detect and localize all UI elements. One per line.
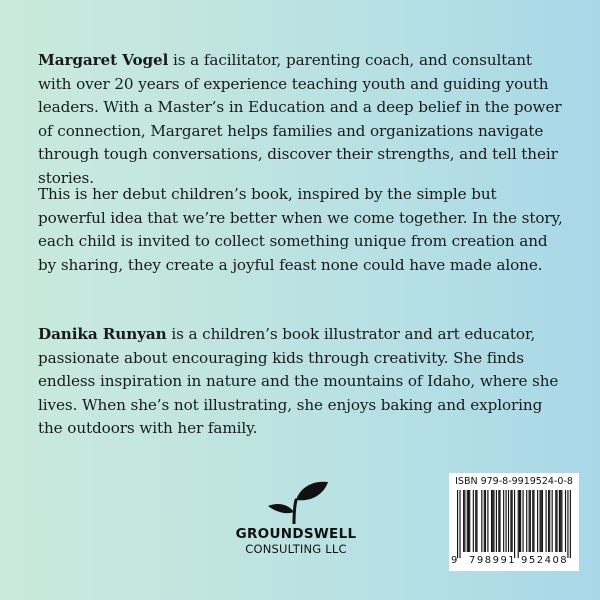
barcode-bar	[485, 490, 486, 552]
barcode-bar	[499, 490, 500, 552]
barcode-bar	[506, 490, 507, 552]
barcode-bar	[473, 490, 474, 552]
barcode-bar	[570, 490, 571, 558]
book-description: This is her debut children’s book, inspired by the simple but powerful idea that we’re better when we come together. In the story, each child is invited to collect something unique from creation and by sharing, they create a joyful feast none could have made alone.	[38, 185, 563, 274]
author-name: Margaret Vogel	[38, 51, 169, 69]
barcode-bar	[496, 490, 497, 552]
barcode-bar	[532, 490, 533, 552]
barcode-bar	[549, 490, 550, 552]
publisher-logo	[228, 478, 364, 568]
barcode-bar	[518, 490, 519, 558]
barcode-bar	[522, 490, 523, 552]
publisher-name: GROUNDSWELL	[235, 526, 357, 542]
isbn-label: ISBN 979-8-9919524-0-8	[455, 476, 573, 487]
barcode-digits-left: 798991	[469, 555, 517, 566]
barcode-bar	[491, 490, 492, 552]
author-bio	[38, 49, 568, 190]
sprout-icon	[256, 478, 336, 524]
barcode-bar	[542, 490, 543, 552]
barcode-bar	[468, 490, 469, 552]
barcode-bar	[530, 490, 531, 552]
barcode-icon	[457, 490, 571, 558]
barcode-bar	[484, 490, 485, 552]
barcode-bar	[498, 490, 499, 552]
barcode-bar	[463, 490, 464, 552]
barcode-bar	[555, 490, 556, 552]
barcode-bar	[533, 490, 534, 552]
barcode-bar	[467, 490, 468, 552]
illustrator-name: Danika Runyan	[38, 325, 167, 343]
barcode-bar	[512, 490, 513, 552]
barcode-bar	[508, 490, 509, 552]
barcode-bar	[529, 490, 530, 552]
barcode-bar	[539, 490, 540, 552]
barcode-bar	[548, 490, 549, 552]
publisher-subname: CONSULTING LLC	[245, 542, 347, 556]
isbn-barcode	[449, 473, 579, 571]
barcode-bar	[481, 490, 482, 552]
barcode-digits-right: 952408	[521, 555, 569, 566]
barcode-bar	[520, 490, 521, 552]
barcode-bar	[492, 490, 493, 552]
barcode-bar	[567, 490, 568, 558]
barcode-bar	[559, 490, 560, 552]
barcode-bar	[541, 490, 542, 552]
barcode-bar	[459, 490, 460, 558]
illustrator-bio	[38, 323, 568, 441]
barcode-bar	[546, 490, 547, 552]
barcode-bar	[476, 490, 477, 552]
barcode-digit-first: 9	[451, 555, 458, 566]
barcode-bar	[475, 490, 476, 552]
barcode-bar	[457, 490, 458, 558]
barcode-bar	[526, 490, 527, 552]
barcode-bar	[561, 490, 562, 552]
barcode-bar	[469, 490, 470, 552]
barcode-bar	[493, 490, 494, 552]
barcode-bar	[514, 490, 515, 558]
barcode-bar	[487, 490, 488, 552]
barcode-bar	[537, 490, 538, 552]
barcode-bar	[510, 490, 511, 552]
barcode-bar	[565, 490, 566, 552]
barcode-bar	[556, 490, 557, 552]
barcode-bar	[552, 490, 553, 552]
barcode-bar	[503, 490, 504, 552]
author-bio-text: is a facilitator, parenting coach, and consultant with over 20 years of experience teaching youth and guiding youth leaders. With a Master’s in Education and a deep belief in the power of connection, Margaret helps families and organizations navigate through tough conversations, discover their strengths, and tell their stories.	[38, 51, 562, 187]
illustrator-bio-text: is a children’s book illustrator and art educator, passionate about encouraging kids through creativity. She finds endless inspiration in nature and the mountains of Idaho, where she lives. When she’s not illustrating, she enjoys baking and exploring the outdoors with her family.	[38, 325, 559, 437]
barcode-bar	[464, 490, 465, 552]
barcode-bar	[560, 490, 561, 552]
barcode-bar	[519, 490, 520, 552]
